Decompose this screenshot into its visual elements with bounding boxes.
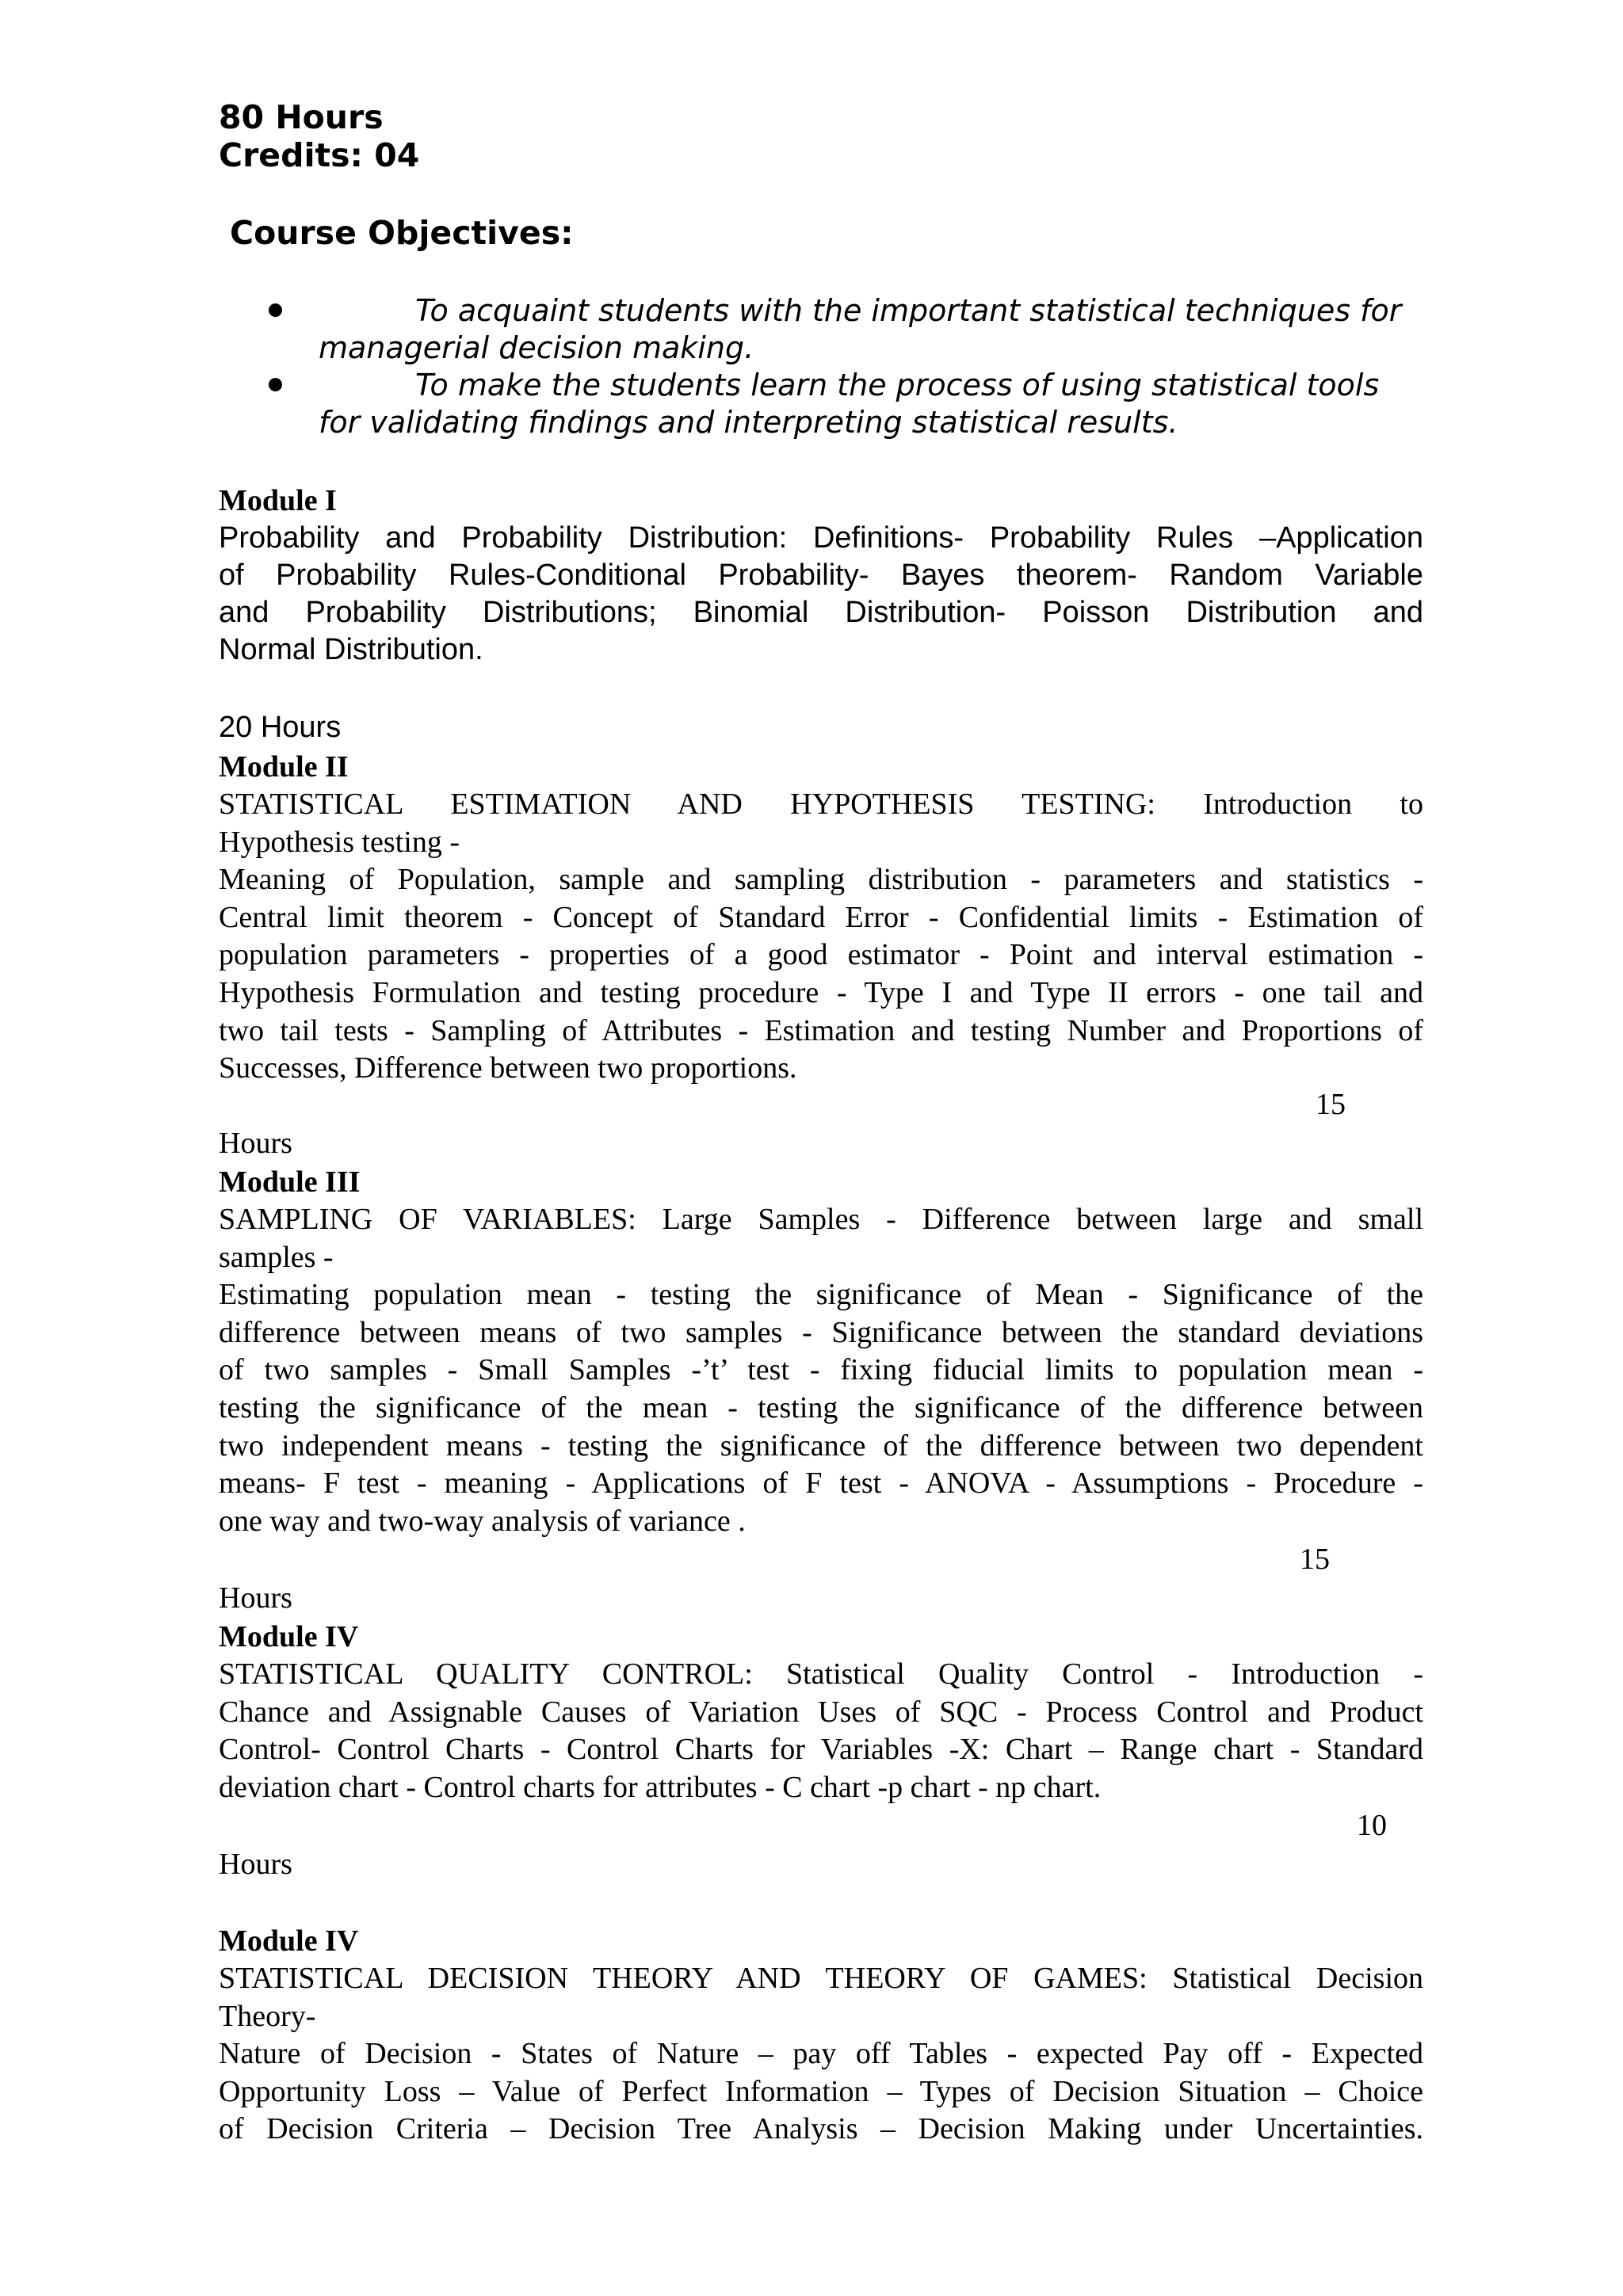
module-4-line: deviation chart - Control charts for attributes - C chart -p chart - np chart. <box>219 1770 1102 1804</box>
module-1-line: of Probability Rules-Conditional Probability- Bayes theorem- Random Variable <box>219 559 1423 592</box>
module-2-line: Meaning of Population, sample and sampling distribution - parameters and statistics - <box>219 863 1423 897</box>
objective-1-line-2: managerial decision making. <box>319 330 754 365</box>
module-4-body <box>219 1656 1423 1806</box>
objective-1-line-1: To acquaint students with the important statistical techniques for <box>415 293 1402 328</box>
module-title: Module I <box>219 484 337 517</box>
bullet-icon <box>269 378 282 391</box>
module-3-line: means- F test - meaning - Applications of F test - ANOVA - Assumptions - Procedure - <box>219 1466 1423 1501</box>
module-5-line: of Decision Criteria – Decision Tree Analysis – Decision Making under Uncertainties. <box>219 2112 1423 2146</box>
module-3-line: difference between means of two samples - Significance between the standard deviations <box>219 1315 1423 1349</box>
module-5-line: STATISTICAL DECISION THEORY AND THEORY OF GAMES: Statistical Decision <box>219 1962 1423 1995</box>
module-3-body <box>219 1201 1423 1540</box>
module-3-line: one way and two-way analysis of variance . <box>219 1504 746 1538</box>
module-2-hours-number: 15 <box>1316 1088 1346 1121</box>
module-3-line: testing the significance of the mean - testing the significance of the difference between <box>219 1390 1423 1425</box>
module-3-line: two independent means - testing the significance of the difference between two dependent <box>219 1428 1423 1463</box>
objectives-title: Course Objectives: <box>230 214 574 252</box>
credits: Credits: 04 <box>219 136 420 174</box>
module-1-line: and Probability Distributions; Binomial Distribution- Poisson Distribution and <box>219 596 1423 629</box>
total-hours: 80 Hours <box>219 98 384 136</box>
module-5-line: Nature of Decision - States of Nature – pay off Tables - expected Pay off - Expected <box>219 2037 1423 2071</box>
module-title: Module IV <box>219 1620 359 1653</box>
module-4-line: Control- Control Charts - Control Charts for Variables -X: Chart – Range chart - Standard <box>219 1733 1423 1767</box>
bullet-icon <box>269 303 282 317</box>
module-5-body <box>219 1960 1423 2149</box>
module-5-line: Opportunity Loss – Value of Perfect Information – Types of Decision Situation – Choice <box>219 2074 1423 2108</box>
module-1-line: Probability and Probability Distribution: Definitions- Probability Rules –Application <box>219 521 1423 555</box>
module-2-line: two tail tests - Sampling of Attributes - Estimation and testing Number and Proportions of <box>219 1013 1423 1047</box>
module-3-line: SAMPLING OF VARIABLES: Large Samples - Difference between large and small <box>219 1203 1423 1236</box>
module-2-hours-label: Hours <box>219 1127 292 1160</box>
module-1-hours: 20 Hours <box>219 711 342 744</box>
module-4-line: STATISTICAL QUALITY CONTROL: Statistical Quality Control - Introduction - <box>219 1657 1423 1691</box>
objective-2-line-1: To make the students learn the process of using statistical tools <box>415 368 1380 402</box>
module-2-line: population parameters - properties of a good estimator - Point and interval estimation - <box>219 938 1423 972</box>
module-2-line: Central limit theorem - Concept of Standard Error - Confidential limits - Estimation of <box>219 900 1423 934</box>
module-2-line: Hypothesis Formulation and testing procedure - Type I and Type II errors - one tail and <box>219 975 1423 1009</box>
module-2-line: STATISTICAL ESTIMATION AND HYPOTHESIS TESTING: Introduction to <box>219 788 1423 821</box>
module-3-line: Estimating population mean - testing the significance of Mean - Significance of the <box>219 1278 1423 1312</box>
module-4-line: Chance and Assignable Causes of Variation Uses of SQC - Process Control and Product <box>219 1695 1423 1729</box>
module-3-line: of two samples - Small Samples -’t’ test - fixing fiducial limits to population mean - <box>219 1353 1423 1387</box>
module-2-body <box>219 786 1423 1088</box>
module-3-line: samples - <box>219 1240 334 1274</box>
module-title: Module III <box>219 1165 361 1199</box>
module-3-hours-number: 15 <box>1300 1543 1330 1576</box>
module-2-line: Hypothesis testing - <box>219 825 460 859</box>
module-2-line: Successes, Difference between two proportions. <box>219 1051 797 1085</box>
module-title: Module II <box>219 750 349 784</box>
module-4-hours-label: Hours <box>219 1848 292 1881</box>
module-1-line: Normal Distribution. <box>219 633 483 666</box>
module-title: Module IV <box>219 1924 359 1958</box>
module-4-hours-number: 10 <box>1357 1809 1387 1842</box>
module-3-hours-label: Hours <box>219 1581 292 1615</box>
module-1-body <box>219 520 1423 669</box>
objective-2-line-2: for validating findings and interpreting statistical results. <box>319 405 1178 440</box>
module-5-line: Theory- <box>219 1999 316 2033</box>
